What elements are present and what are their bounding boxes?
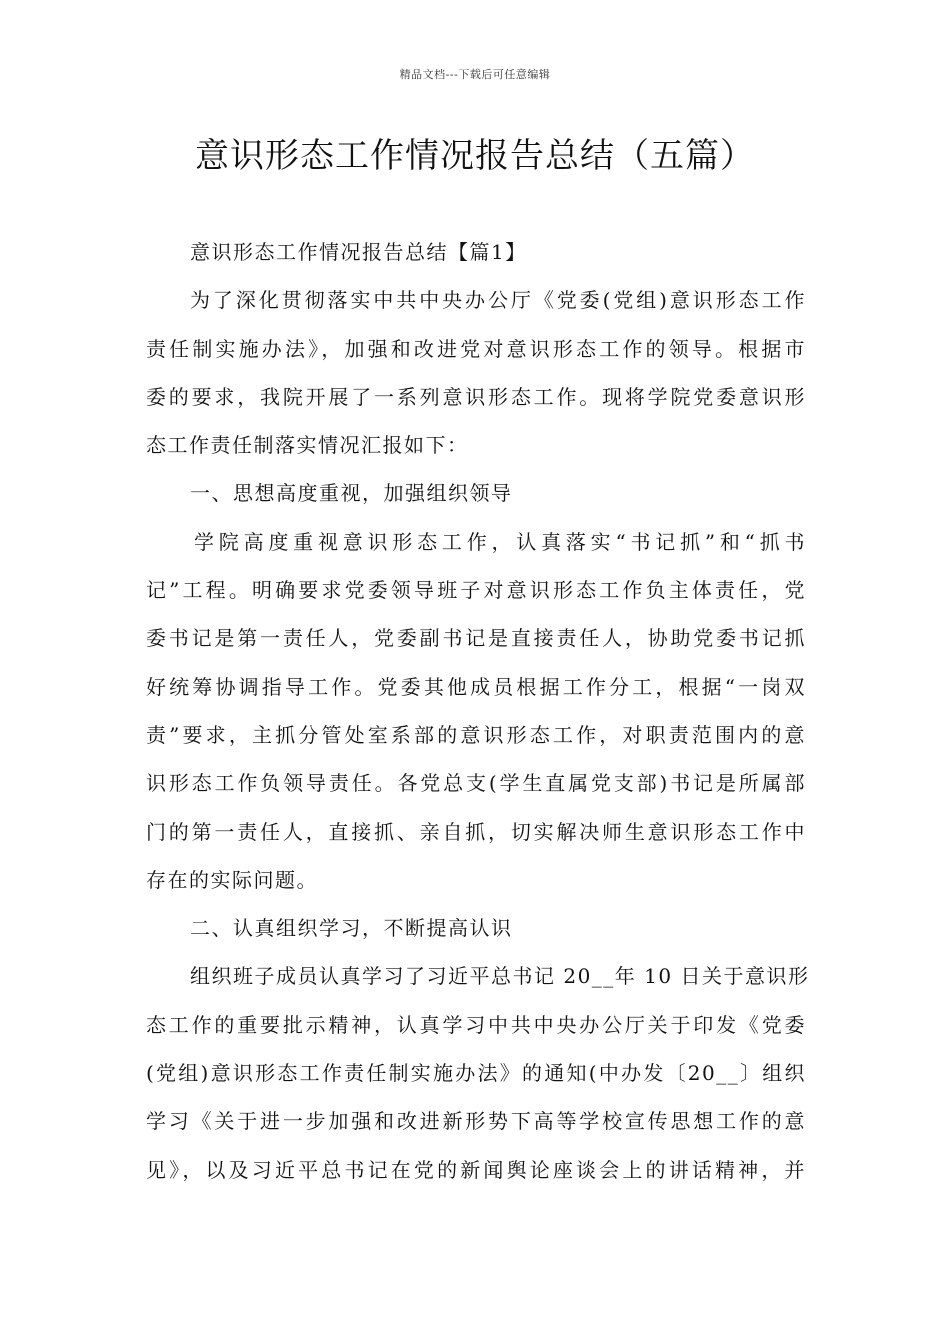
- body-line: 态工作责任制落实情况汇报如下：: [146, 433, 469, 458]
- body-line: 识形态工作负领导责任。各党总支(学生直属党支部)书记是所属部: [146, 771, 806, 796]
- body-line: 好统筹协调指导工作。党委其他成员根据工作分工，根据“一岗双: [146, 674, 806, 699]
- body-line: 责任制实施办法》，加强和改进党对意识形态工作的领导。根据市: [146, 336, 806, 361]
- header-note: 精品文档---下载后可任意编辑: [399, 68, 551, 81]
- body-line: (党组)意识形态工作责任制实施办法》的通知(中办发〔20__〕组织: [146, 1061, 806, 1086]
- body-line: 存在的实际问题。: [146, 867, 318, 892]
- body-line: 学习《关于进一步加强和改进新形势下高等学校宣传思想工作的意: [146, 1109, 806, 1134]
- body-line: 二、认真组织学习，不断提高认识: [190, 916, 513, 941]
- body-line: 委书记是第一责任人，党委副书记是直接责任人，协助党委书记抓: [146, 626, 806, 651]
- body-line: 见》，以及习近平总书记在党的新闻舆论座谈会上的讲话精神，并: [146, 1157, 806, 1182]
- body-line: 态工作的重要批示精神，认真学习中共中央办公厅关于印发《党委: [146, 1012, 806, 1037]
- body-line: 一、思想高度重视，加强组织领导: [190, 481, 513, 506]
- body-line: 门的第一责任人，直接抓、亲自抓，切实解决师生意识形态工作中: [146, 819, 806, 844]
- document-title: 意识形态工作情况报告总结（五篇）: [195, 136, 755, 176]
- body-line: 记”工程。明确要求党委领导班子对意识形态工作负主体责任，党: [146, 578, 806, 603]
- body-line: 组织班子成员认真学习了习近平总书记 20__年 10 日关于意识形: [190, 964, 810, 989]
- body-line: 委的要求，我院开展了一系列意识形态工作。现将学院党委意识形: [146, 384, 806, 409]
- document-body: [146, 228, 810, 1194]
- body-line: 意识形态工作情况报告总结【篇1】: [190, 240, 527, 264]
- body-line: 责”要求，主抓分管处室系部的意识形态工作，对职责范围内的意: [146, 722, 806, 747]
- body-line: 为了深化贯彻落实中共中央办公厅《党委(党组)意识形态工作: [190, 288, 806, 313]
- body-line: 学院高度重视意识形态工作，认真落实“书记抓”和“抓书: [194, 529, 806, 554]
